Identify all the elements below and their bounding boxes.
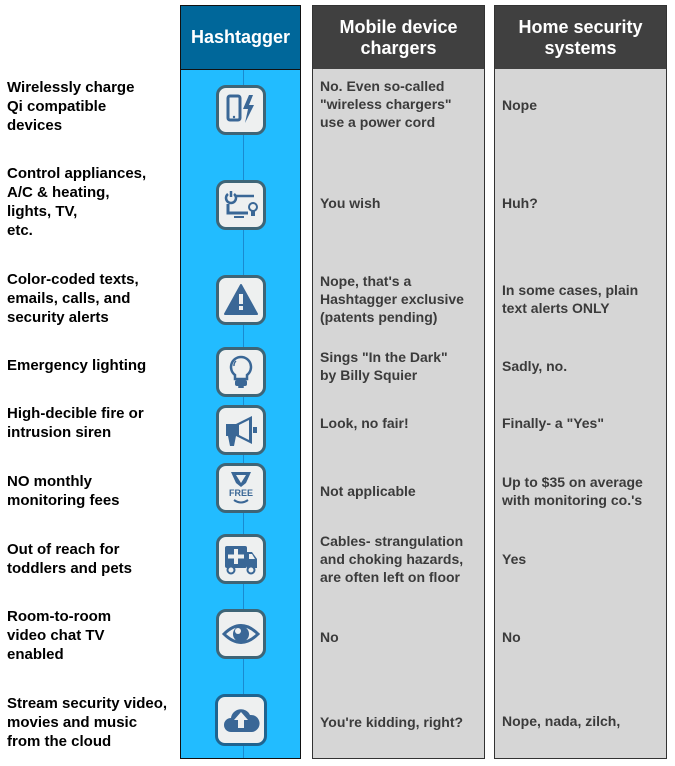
feature-label: Wirelessly charge Qi compatible devices: [7, 79, 135, 134]
mobile-cell: Nope, that's a Hashtagger exclusive (patents pending): [320, 273, 464, 325]
mobile-cell: Not applicable: [320, 483, 416, 499]
ambulance-icon: [216, 534, 266, 584]
mobile-cell: You're kidding, right?: [320, 714, 464, 730]
cloud-upload-icon: [215, 694, 267, 746]
home-cell: Sadly, no.: [502, 358, 568, 374]
phone-charge-icon: [216, 85, 266, 135]
home-cell: Nope: [502, 97, 537, 113]
mobile-cell: Look, no fair!: [320, 415, 409, 431]
eye-icon: [216, 609, 266, 659]
feature-label: Emergency lighting: [7, 357, 147, 374]
feature-label: Control appliances, A/C & heating, lights, TV, etc.: [7, 165, 147, 239]
home-cell: Nope, nada, zilch,: [502, 713, 621, 729]
home-cell: Up to $35 on average with monitoring co.'s: [502, 474, 643, 508]
mobile-cell: Cables- strangulation and choking hazards, are often left on floor: [320, 533, 464, 585]
mobile-cell: No: [320, 629, 339, 645]
hashtagger-header: Hashtagger: [181, 6, 300, 70]
hashtagger-column: [180, 5, 301, 759]
mobile-chargers-header: Mobile device chargers: [313, 6, 484, 69]
mobile-chargers-column: [312, 5, 485, 759]
megaphone-icon: [216, 405, 266, 455]
mobile-cell: Sings "In the Dark" by Billy Squier: [320, 349, 448, 383]
lightbulb-icon: [216, 347, 266, 397]
home-cell: No: [502, 629, 521, 645]
free-badge-icon: [216, 463, 266, 513]
free-badge-text: FREE: [228, 488, 254, 498]
home-cell: Finally- a "Yes": [502, 415, 604, 431]
feature-label: Stream security video, movies and music from the cloud: [7, 695, 168, 750]
home-security-column: [494, 5, 667, 759]
home-cell: Yes: [502, 551, 527, 567]
warning-icon: [216, 275, 266, 325]
feature-label: High-decible fire or intrusion siren: [7, 405, 144, 441]
feature-label: Out of reach for toddlers and pets: [7, 541, 133, 577]
feature-label: Color-coded texts, emails, calls, and security alerts: [7, 271, 139, 326]
feature-label: NO monthly monitoring fees: [7, 473, 120, 509]
mobile-cell: No. Even so-called "wireless chargers" use a power cord: [320, 78, 452, 130]
home-cell: Huh?: [502, 195, 538, 211]
home-cell: In some cases, plain text alerts ONLY: [502, 282, 639, 316]
feature-label: Room-to-room video chat TV enabled: [7, 608, 112, 663]
mobile-cell: You wish: [320, 195, 381, 211]
smart-control-icon: [216, 180, 266, 230]
home-security-header: Home security systems: [495, 6, 666, 69]
